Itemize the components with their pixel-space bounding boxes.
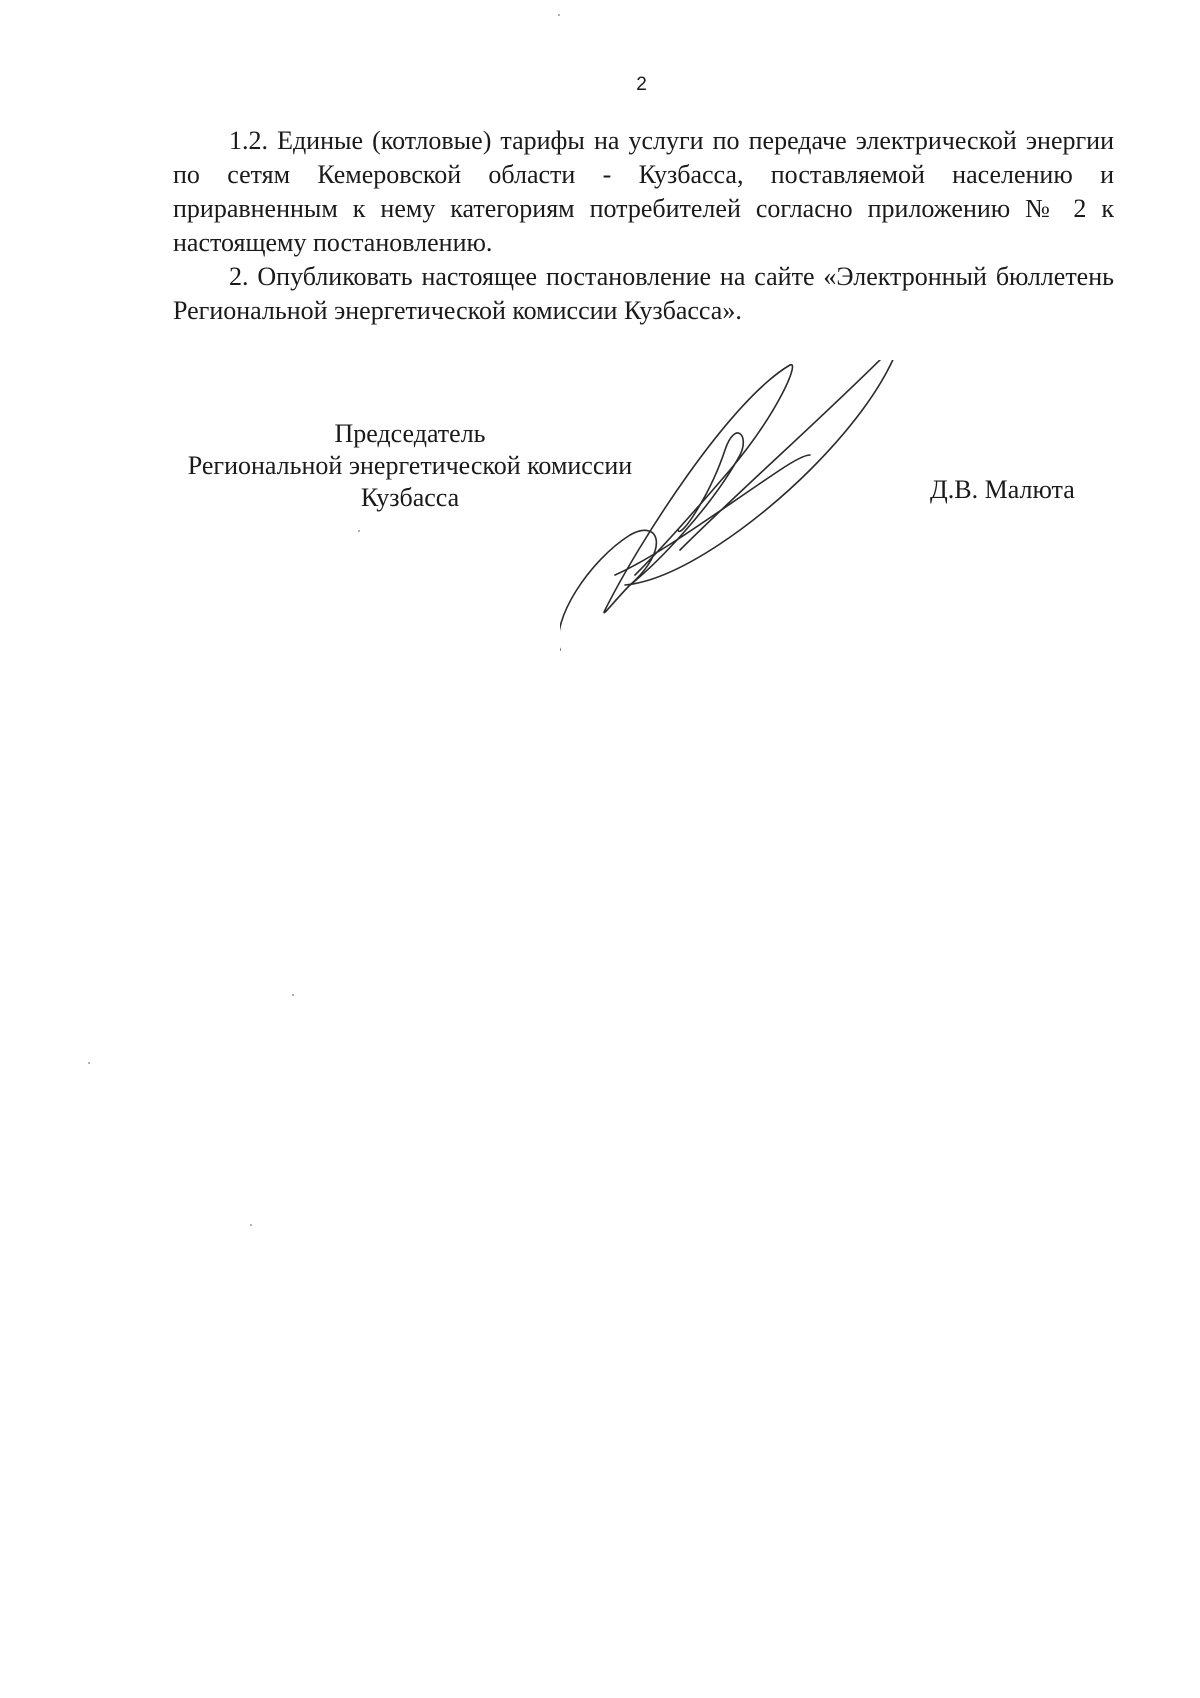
paragraph-1-2: 1.2. Единые (котловые) тарифы на услуги по передаче электрической энергии по сетям Кемеровской области - Кузбасса, поставляемой населению и приравненным к нему категориям потребителей согласно приложению № 2 к настоящему постановлению.: [173, 126, 1114, 257]
signatory-organization: Региональной энергетической комиссии: [187, 451, 633, 480]
paragraph-2: 2. Опубликовать настоящее постановление на сайте «Электронный бюллетень Региональной энергетической комиссии Кузбасса».: [173, 262, 1114, 325]
scan-speck: [358, 530, 360, 532]
page-number: 2: [636, 74, 647, 95]
document-body: [173, 124, 1114, 328]
scan-speck: [88, 1062, 90, 1064]
scan-speck: [250, 1224, 252, 1226]
signatory-name: Д.В. Малюта: [930, 475, 1075, 504]
scan-speck: [558, 14, 560, 16]
scan-speck: [292, 994, 294, 996]
signatory-region: Кузбасса: [360, 483, 460, 512]
signatory-title: Председатель: [334, 419, 486, 448]
handwritten-signature: [560, 360, 980, 720]
